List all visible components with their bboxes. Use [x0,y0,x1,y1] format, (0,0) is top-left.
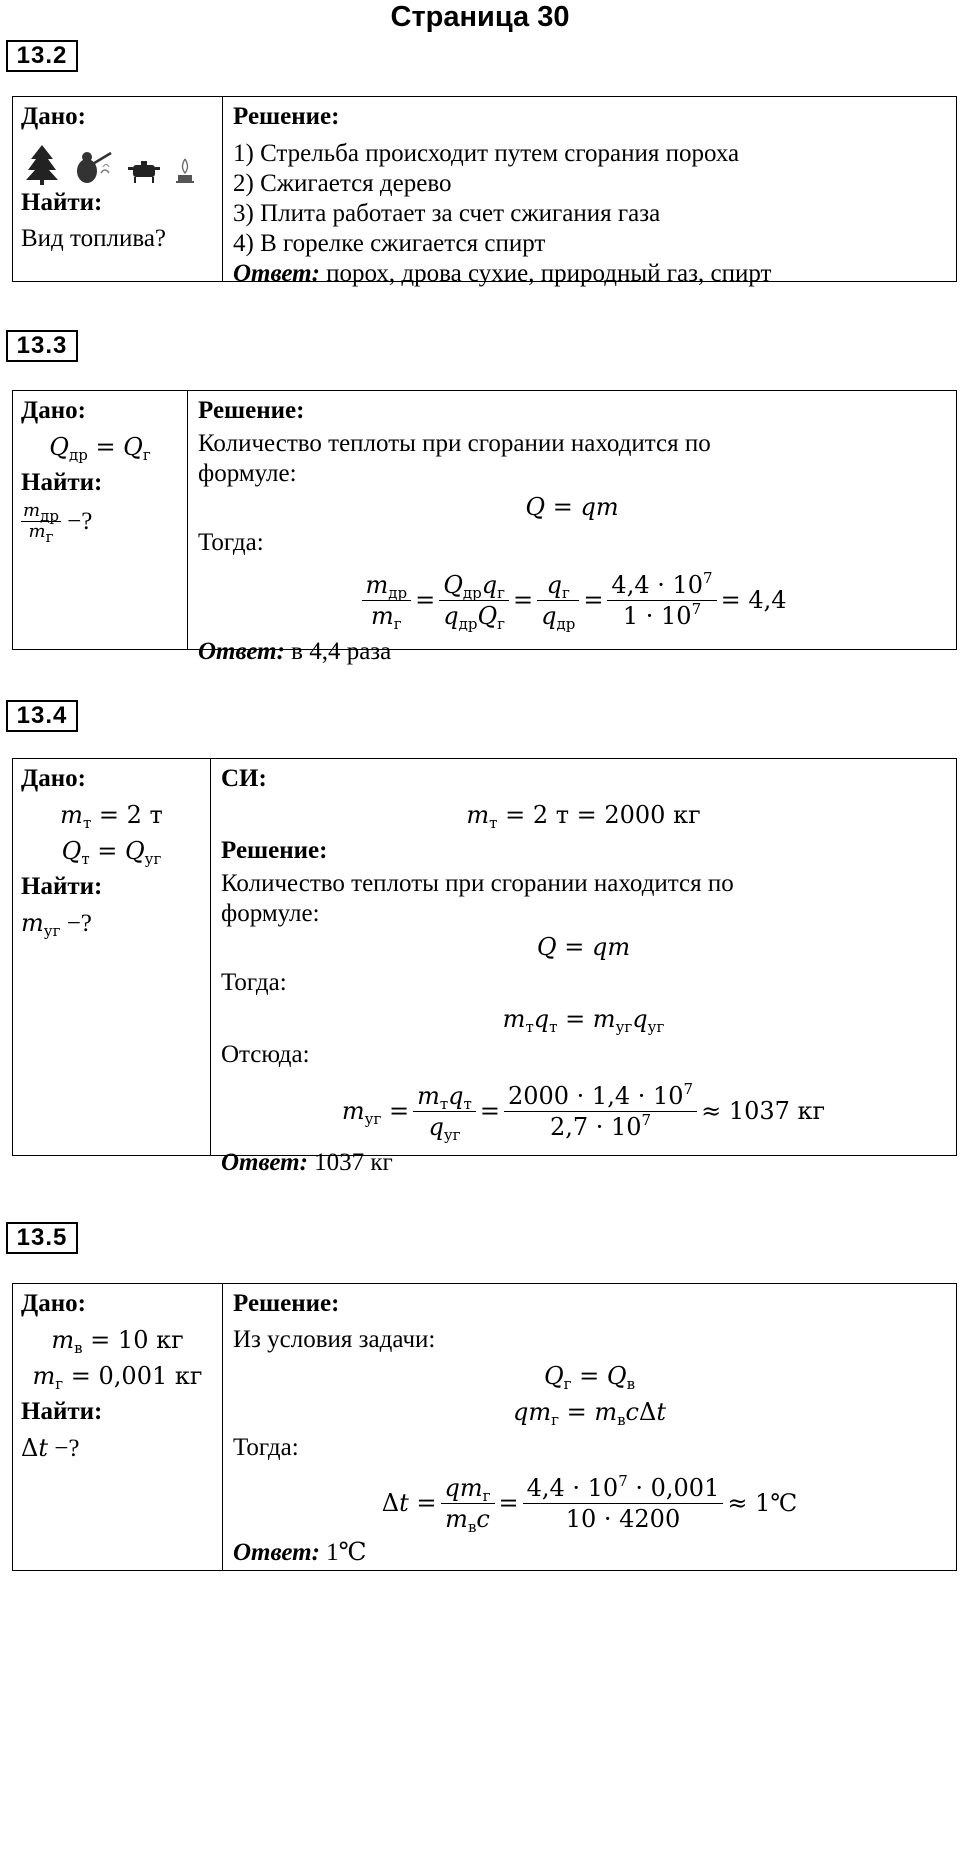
main-equation: $\frac{m_{др}}{m_г}$ = $\frac{Q_{др}q_г}{q_{др}Q_г}$ = $\frac{q_г}{q_{др}}$ = $\frac{4,4 \cdot 10^7}{1 \cdot 10^7}$ = 4,4 [198,561,946,639]
given-column [13,97,223,281]
answer-label: Ответ: [233,260,320,287]
solution-column [188,391,956,665]
answer-line [233,1540,946,1566]
task-13-3-table [12,390,957,665]
find-heading: Найти: [21,873,103,900]
formula-intro-1: Количество теплоты при сгорании находится по [198,430,711,457]
then-label: Тогда: [233,1434,299,1461]
answer-line [221,1149,946,1177]
given-heading: Дано: [21,103,86,130]
solution-column [211,759,956,1176]
formula-intro-1: Количество теплоты при сгорании находится по [221,870,734,897]
solution-heading: Решение: [233,103,340,130]
solution-step-2: 2) Сжигается дерево [233,170,452,197]
result-value: 1℃ [755,1489,798,1517]
find-value: $\frac{m_{др}}{m_г}$ −? [23,500,93,546]
fuel-icons [21,135,214,185]
result-value: 1037 кг [728,1097,826,1125]
hence-label: Отсюда: [221,1041,310,1068]
page-title: Страница 30 [390,1,570,33]
answer-value: порох, дрова сухие, природный газ, спирт [319,260,772,287]
given-heading: Дано: [21,397,86,424]
main-equation: Δt = $\frac{qm_г}{m_вc}$ = $\frac{4,4 \cdot 10^7 \cdot 0,001}{10 \cdot 4200}$ ≈ 1℃ [381,1471,798,1536]
condition-equation-1: $Q_г = Q_в$ [543,1362,636,1393]
given-column [13,1284,223,1570]
condition-equation-2: $qm_г = m_вc\Delta t$ [512,1398,666,1429]
answer-value: 1037 кг [307,1149,393,1176]
si-heading: СИ: [221,765,267,792]
solution-step-4: 4) В горелке сжигается спирт [233,230,546,257]
find-heading: Найти: [21,469,103,496]
answer-value: 1℃ [319,1539,367,1566]
given-column [13,759,211,1155]
formula-intro-2: формуле: [221,900,320,927]
si-conversion: $m_т = 2$ т = 2000 кг [466,801,701,832]
given-gas-mass: $m_г = 0,001$ кг [32,1362,203,1393]
task-13-4-table [12,758,957,1176]
find-value: Вид топлива? [21,225,167,252]
given-heading: Дано: [21,1290,86,1317]
answer-line [198,639,946,665]
given-column [13,391,188,649]
formula-q-qm: Q = qm [536,933,631,961]
formula-intro-2: формуле: [198,460,297,487]
condition-label: Из условия задачи: [233,1326,436,1353]
given-equation: $Q_{др} = Q_г$ [49,433,151,464]
hunter-icon [73,149,113,185]
given-equation: $Q_т = Q_{уг}$ [61,837,162,868]
find-value: Δt −? [21,1434,80,1462]
formula-q-qm: Q = qm [525,493,619,521]
task-number-13-2: 13.2 [6,40,78,72]
solution-column [223,97,956,287]
given-water-mass: $m_в = 10$ кг [51,1326,184,1357]
solution-column [223,1284,956,1570]
task-13-5-table [12,1283,957,1571]
solution-step-1: 1) Стрельба происходит путем сгорания пороха [233,140,740,167]
answer-label: Ответ: [221,1149,308,1176]
find-heading: Найти: [21,189,103,216]
then-label: Тогда: [198,529,264,556]
task-number-13-5: 13.5 [6,1222,78,1254]
burner-icon [175,155,195,185]
answer-value: в 4,4 раза [284,638,392,665]
stove-pot-icon [127,157,161,185]
tree-icon [25,143,59,185]
find-heading: Найти: [21,1398,103,1425]
result-value: 4,4 [748,586,787,614]
answer-line [233,259,946,289]
answer-label: Ответ: [233,1539,320,1566]
solution-heading: Решение: [198,397,305,424]
task-13-2-table [12,96,957,287]
then-label: Тогда: [221,969,287,996]
answer-label: Ответ: [198,638,285,665]
given-mass: $m_т = 2$ т [60,801,163,832]
find-value: $m_{уг}$ −? [21,909,92,940]
solution-heading: Решение: [221,837,328,864]
solution-heading: Решение: [233,1290,340,1317]
task-number-13-3: 13.3 [6,330,78,362]
task-number-13-4: 13.4 [6,700,78,732]
balance-equation: $m_тq_т = m_{уг}q_{уг}$ [502,1005,665,1036]
solution-step-3: 3) Плита работает за счет сжигания газа [233,200,661,227]
given-heading: Дано: [21,765,86,792]
main-equation: $m_{уг}$ = $\frac{m_тq_т}{q_{уг}}$ = $\frac{2000 \cdot 1,4 \cdot 10^7}{2,7 \cdot 10^7}$ ≈ 1037 кг [341,1079,826,1144]
find-fraction: $\frac{m_{др}}{m_г}$ [23,500,59,546]
